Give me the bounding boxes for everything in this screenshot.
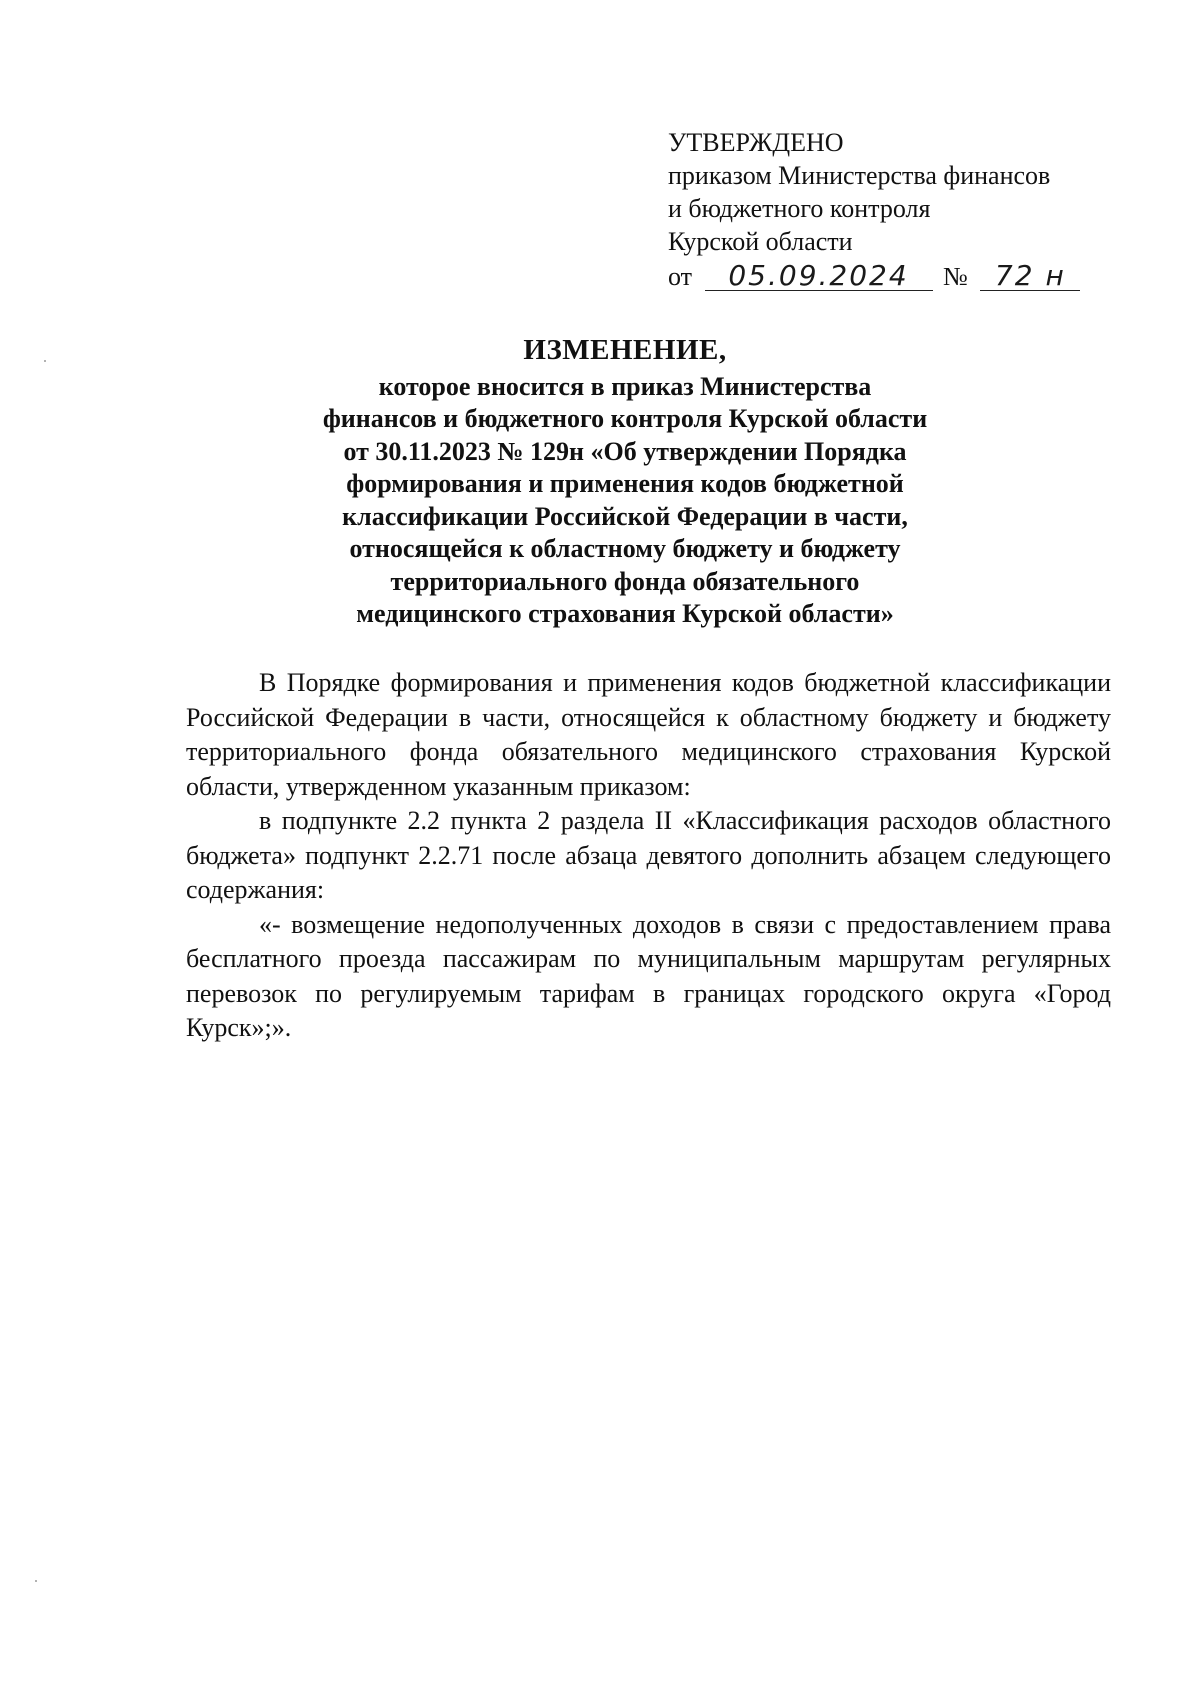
scan-speck (44, 360, 46, 362)
title-line: финансов и бюджетного контроля Курской области (322, 404, 928, 433)
approval-line-3: Курской области (668, 227, 853, 256)
number-sign: № (943, 262, 968, 291)
approval-heading: УТВЕРЖДЕНО (668, 128, 844, 157)
document-body (186, 666, 1111, 1046)
approval-block (668, 126, 1098, 293)
title-line: классификации Российской Федерации в части, (342, 501, 908, 531)
title-line: которое вносится в приказ Министерства (378, 371, 872, 401)
approval-line-1: приказом Министерства финансов (668, 161, 1051, 190)
body-paragraph: в подпункте 2.2 пункта 2 раздела II «Классификация расходов областного бюджета» подпункт 2.2.71 после абзаца девятого дополнить абзацем следующего содержания: (186, 806, 1111, 904)
title-line: формирования и применения кодов бюджетной (346, 469, 904, 498)
title-line: от 30.11.2023 № 129н «Об утверждении Порядка (343, 436, 907, 466)
title-heading: ИЗМЕНЕНИЕ, (523, 334, 727, 366)
title-line: относящейся к областному бюджету и бюджету (349, 534, 901, 563)
approval-line-2: и бюджетного контроля (668, 194, 931, 223)
body-paragraph: В Порядке формирования и применения кодов бюджетной классификации Российской Федерации в части, относящейся к областному бюджету и бюджету территориального фонда обязательного медицинского страхования Курской области, утвержденном указанным приказом: (186, 668, 1111, 801)
scan-speck (35, 1580, 37, 1582)
document-title (230, 334, 1020, 631)
date-prefix: от (668, 262, 693, 291)
handwritten-number: 72 н (980, 262, 1080, 291)
handwritten-date: 05.09.2024 (705, 262, 933, 291)
title-line: территориального фонда обязательного (390, 566, 860, 596)
body-paragraph: «- возмещение недополученных доходов в связи с предоставлением права бесплатного проезда пассажирам по муниципальным маршрутам регулярных перевозок по регулируемым тарифам в границах городского округа «Город Курск»;». (186, 909, 1111, 1042)
title-line: медицинского страхования Курской области» (356, 599, 894, 628)
approval-date-line (668, 260, 1098, 293)
